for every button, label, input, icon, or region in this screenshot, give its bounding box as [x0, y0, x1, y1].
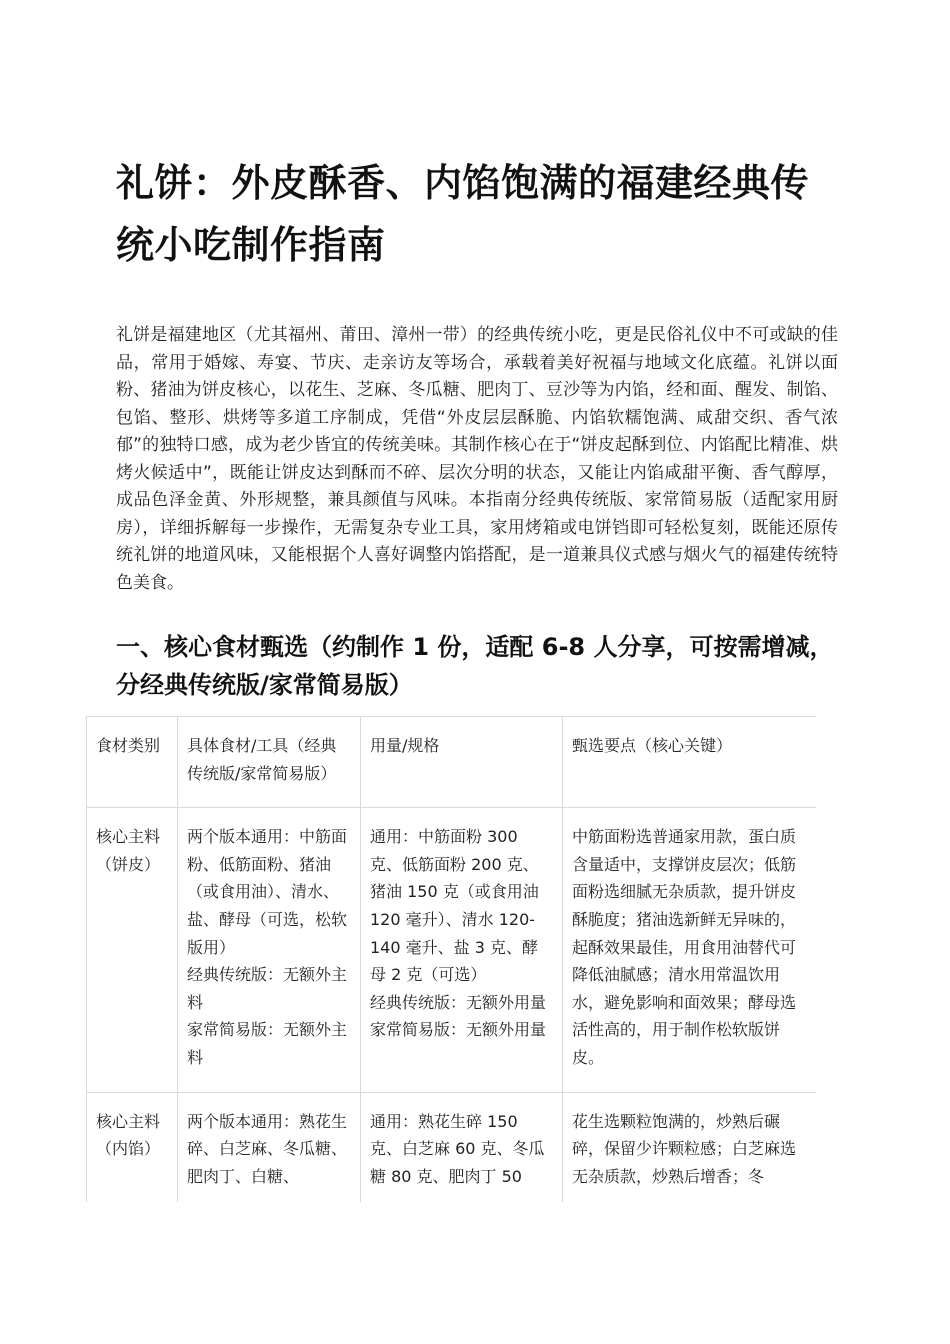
header-cell-amounts: 用量/规格 — [361, 717, 563, 808]
cell-line: 通用：熟花生碎 150 克、白芝麻 60 克、冬瓜糖 80 克、肥肉丁 50 — [370, 1111, 545, 1186]
cell-line: 家常简易版：无额外主料 — [187, 1020, 348, 1067]
header-cell-category: 食材类别 — [87, 717, 178, 808]
cell-amounts — [361, 1092, 563, 1202]
intro-paragraph: 礼饼是福建地区（尤其福州、莆田、漳州一带）的经典传统小吃，更是民俗礼仪中不可或缺的佳品，常用于婚嫁、寿宴、节庆、走亲访友等场合，承载着美好祝福与地域文化底蕴。礼饼以面粉、猪油为饼皮核心，以花生、芝麻、冬瓜糖、肥肉丁、豆沙等为内馅，经和面、醒发、制馅、包馅、整形、烘烤等多道工序制成，凭借“外皮层层酥脆、内馅软糯饱满、咸甜交织、香气浓郁”的独特口感，成为老少皆宜的传统美味。其制作核心在于“饼皮起酥到位、内馅配比精准、烘烤火候适中”，既能让饼皮达到酥而不碎、层次分明的状态，又能让内馅咸甜平衡、香气醇厚，成品色泽金黄、外形规整，兼具颜值与风味。本指南分经典传统版、家常简易版（适配家用厨房），详细拆解每一步操作，无需复杂专业工具，家用烤箱或电饼铛即可轻松复刻，既能还原传统礼饼的地道风味，又能根据个人喜好调整内馅搭配，是一道兼具仪式感与烟火气的福建传统特色美食。 — [116, 325, 838, 593]
table-row — [87, 1092, 817, 1202]
cell-ingredients — [178, 1092, 361, 1202]
cell-tips: 花生选颗粒饱满的，炒熟后碾碎，保留少许颗粒感；白芝麻选无杂质款，炒熟后增香；冬 — [563, 1092, 817, 1202]
header-cell-tips: 甄选要点（核心关键） — [563, 717, 817, 808]
ingredients-table — [86, 716, 816, 1202]
cell-line: 家常简易版：无额外用量 — [370, 1020, 547, 1040]
cell-line: 两个版本通用：熟花生碎、白芝麻、冬瓜糖、肥肉丁、白糖、 — [187, 1111, 348, 1186]
table-row — [87, 808, 817, 1092]
table-header-row — [87, 717, 817, 808]
cell-tips: 中筋面粉选普通家用款，蛋白质含量适中，支撑饼皮层次；低筋面粉选细腻无杂质款，提升饼皮酥脆度；猪油选新鲜无异味的，起酥效果最佳，用食用油替代可降低油腻感；清水用常温饮用水，避免影响和面效果；酵母选活性高的，用于制作松软版饼皮。 — [563, 808, 817, 1092]
cell-amounts — [361, 808, 563, 1092]
cell-category: 核心主料（内馅） — [87, 1092, 178, 1202]
cell-ingredients — [178, 808, 361, 1092]
cell-line: 经典传统版：无额外主料 — [187, 965, 348, 1012]
cell-line: 经典传统版：无额外用量 — [370, 992, 547, 1012]
page-title: 礼饼：外皮酥香、内馅饱满的福建经典传统小吃制作指南 — [116, 161, 810, 267]
section-heading-ingredients: 一、核心食材甄选（约制作 1 份，适配 6-8 人分享，可按需增减，分经典传统版/家常简易版） — [116, 633, 834, 699]
cell-category: 核心主料（饼皮） — [87, 808, 178, 1092]
header-cell-ingredients: 具体食材/工具（经典传统版/家常简易版） — [178, 717, 361, 808]
ingredients-table-container — [86, 716, 816, 1202]
cell-line: 两个版本通用：中筋面粉、低筋面粉、猪油（或食用油）、清水、盐、酵母（可选，松软版用） — [187, 827, 348, 957]
cell-line: 通用：中筋面粉 300 克、低筋面粉 200 克、猪油 150 克（或食用油 120 毫升）、清水 120-140 毫升、盐 3 克、酵母 2 克（可选） — [370, 827, 539, 985]
